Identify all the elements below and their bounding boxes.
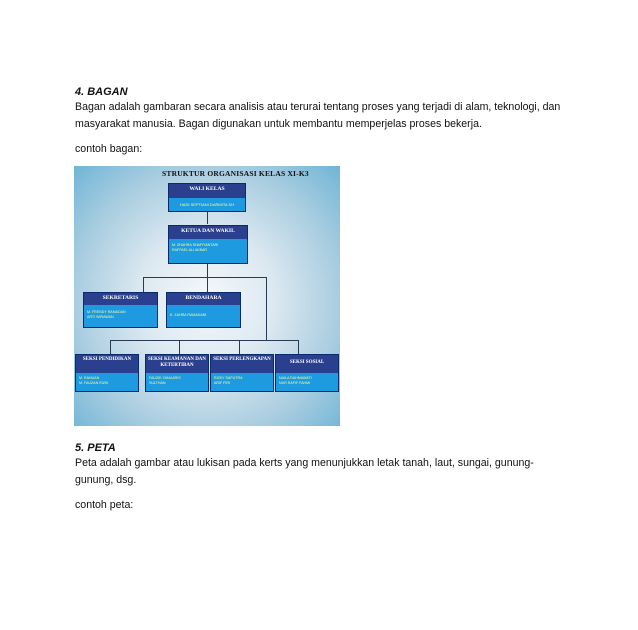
org-chart-title: STRUKTUR ORGANISASI KELAS XI-K3 [162, 169, 309, 178]
connector-line [266, 277, 267, 340]
peta-description-line-1: Peta adalah gambar atau lukisan pada kerts yang menunjukkan letak tanah, laut, sungai, gunung- [75, 457, 534, 469]
org-box-title: WALI KELAS [169, 184, 245, 198]
org-chart-image [74, 166, 340, 426]
org-box-title: SEKSI KEAMANAN DAN KETERTIBAN [146, 355, 208, 373]
org-box-member: M. RANUAN [79, 376, 100, 380]
org-box-member: M. FRENDY RAMADAN [87, 310, 126, 314]
section-title-peta: 5. PETA [75, 442, 116, 454]
org-box-body [167, 305, 240, 327]
peta-description-line-2: gunung, dsg. [75, 474, 137, 486]
org-box-member: M. FAUZAN RIZKI [79, 380, 109, 385]
bagan-example-label: contoh bagan: [75, 143, 143, 155]
org-box-member: ARTI WIRAWAN [87, 314, 114, 319]
org-box-wali-kelas [168, 183, 246, 212]
org-box-title: KETUA DAN WAKIL [169, 226, 247, 239]
org-box-title: SEKRETARIS [84, 293, 157, 305]
org-box-member: ARIF FIRI [214, 380, 230, 385]
connector-line [143, 277, 144, 292]
org-box-seksi-pendidikan [75, 354, 139, 392]
org-box-member: RIZKY SAPUTRA [214, 376, 243, 380]
org-box-body [276, 373, 338, 391]
bagan-description [75, 99, 565, 133]
connector-line [179, 340, 180, 354]
connector-line [143, 277, 266, 278]
org-box-body [211, 373, 273, 391]
section-title-bagan: 4. BAGAN [75, 86, 128, 98]
org-box-title: SEKSI PERLENGKAPAN [211, 355, 273, 373]
org-box-body [76, 373, 138, 391]
connector-line [239, 340, 240, 354]
org-box-ketua-wakil [168, 225, 248, 264]
bagan-description-line-2: masyarakat manusia. Bagan digunakan untuk membantu memperjelas proses bekerja. [75, 118, 482, 130]
org-box-member: HADI SEPTIANI DARMITA SH [169, 198, 245, 211]
connector-line [207, 263, 208, 277]
org-box-member: NAILA RAHMAWATI [279, 376, 312, 380]
org-box-title: SEKSI SOSIAL [276, 355, 338, 373]
bagan-description-line-1: Bagan adalah gambaran secara analisis atau terurai tentang proses yang terjadi di alam, teknologi, dan [75, 101, 561, 113]
connector-line [207, 277, 208, 292]
org-box-seksi-perlengkapan [210, 354, 274, 392]
connector-line [298, 340, 299, 354]
org-box-title: BENDAHARA [167, 293, 240, 305]
org-box-member: RAFFAEL ALI AKBAR [172, 247, 208, 252]
peta-description [75, 455, 565, 489]
connector-line [207, 210, 208, 224]
org-box-body [169, 239, 247, 263]
org-box-member: FAUZIK YANUARIS [149, 376, 181, 380]
org-box-member: M. ZHAHRA SHAFIYANTARI [172, 243, 219, 247]
org-box-seksi-sosial [275, 354, 339, 392]
connector-line [110, 340, 111, 354]
org-box-sekretaris [83, 292, 158, 328]
peta-example-label: contoh peta: [75, 499, 134, 511]
org-box-body [84, 305, 157, 327]
org-box-member: NUR RAFIF FAHMI [279, 380, 311, 385]
org-box-seksi-keamanan [145, 354, 209, 392]
connector-line [110, 340, 298, 341]
org-box-title: SEKSI PENDIDIKAN [76, 355, 138, 373]
org-box-member: K. ZAHRA RAMADANI [170, 313, 207, 317]
org-box-bendahara [166, 292, 241, 328]
org-box-body [146, 373, 208, 391]
org-box-member: SULTHAN [149, 380, 166, 385]
